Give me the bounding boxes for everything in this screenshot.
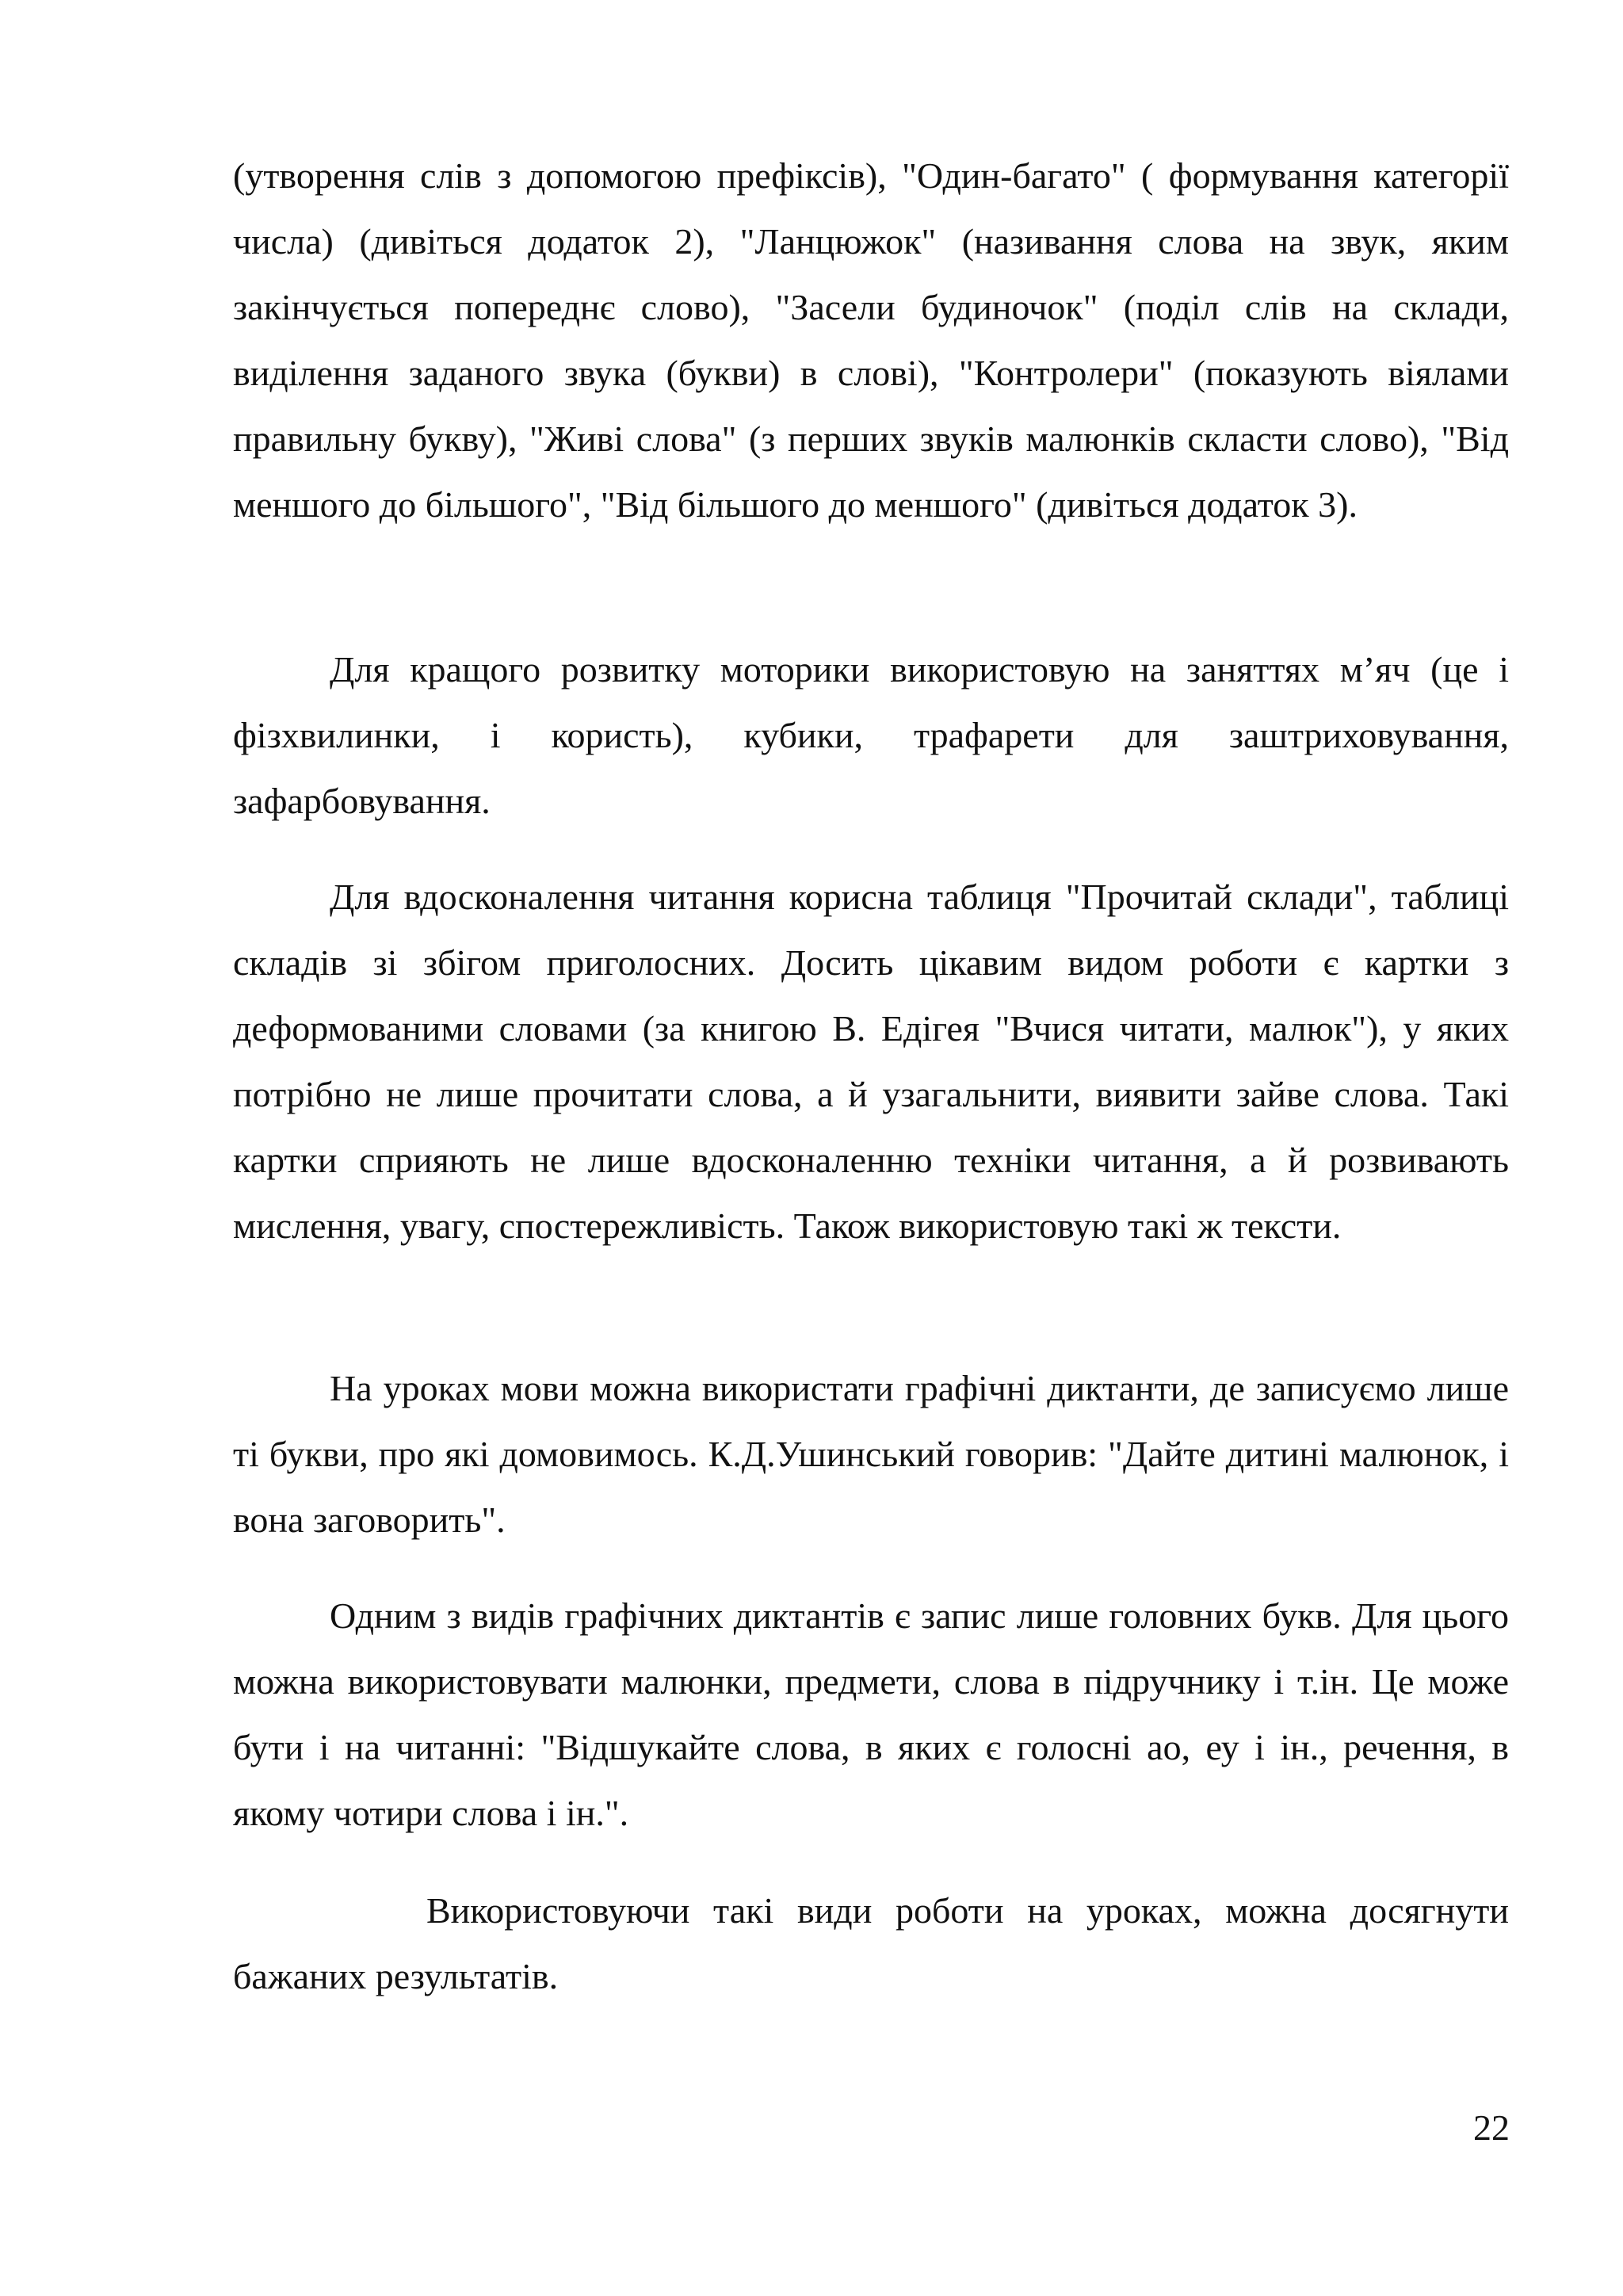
- page-number: 22: [1473, 2107, 1510, 2148]
- paragraph-2: Для кращого розвитку моторики використовую на заняттях м’яч (це і фізхвилинки, і користь), кубики, трафарети для заштриховування, зафарбовування.: [233, 649, 1509, 821]
- paragraph-6: Використовуючи такі види роботи на уроках, можна досягнути бажаних результатів.: [233, 1890, 1509, 1996]
- paragraph-5: Одним з видів графічних диктантів є запис лише головних букв. Для цього можна використовувати малюнки, предмети, слова в підручнику і т.ін. Це може бути і на читанні: "Відшукайте слова, в яких є голосні ао, еу і ін., речення, в якому чотири слова і ін.".: [233, 1595, 1509, 1833]
- paragraph-3: Для вдосконалення читання корисна таблиця "Прочитай склади", таблиці складів зі збігом приголосних. Досить цікавим видом роботи є картки з деформованими словами (за книгою В. Едігея "Вчися читати, малюк"), у яких потрібно не лише прочитати слова, а й узагальнити, виявити зайве слова. Такі картки сприяють не лише вдосконаленню техніки читання, а й розвивають мислення, увагу, спостережливість. Також використовую такі ж тексти.: [233, 877, 1509, 1246]
- paragraph-1: (утворення слів з допомогою префіксів), "Один-багато" ( формування категорії числа) (дивіться додаток 2), "Ланцюжок" (називання слова на звук, яким закінчується попереднє слово), "Засели будиночок" (поділ слів на склади, виділення заданого звука (букви) в слові), "Контролери" (показують віялами правильну букву), "Живі слова" (з перших звуків малюнків скласти слово), "Від меншого до більшого", "Від більшого до меншого" (дивіться додаток 3).: [233, 155, 1509, 525]
- paragraph-4: На уроках мови можна використати графічні диктанти, де записуємо лише ті букви, про які домовимось. К.Д.Ушинський говорив: "Дайте дитині малюнок, і вона заговорить".: [233, 1368, 1509, 1540]
